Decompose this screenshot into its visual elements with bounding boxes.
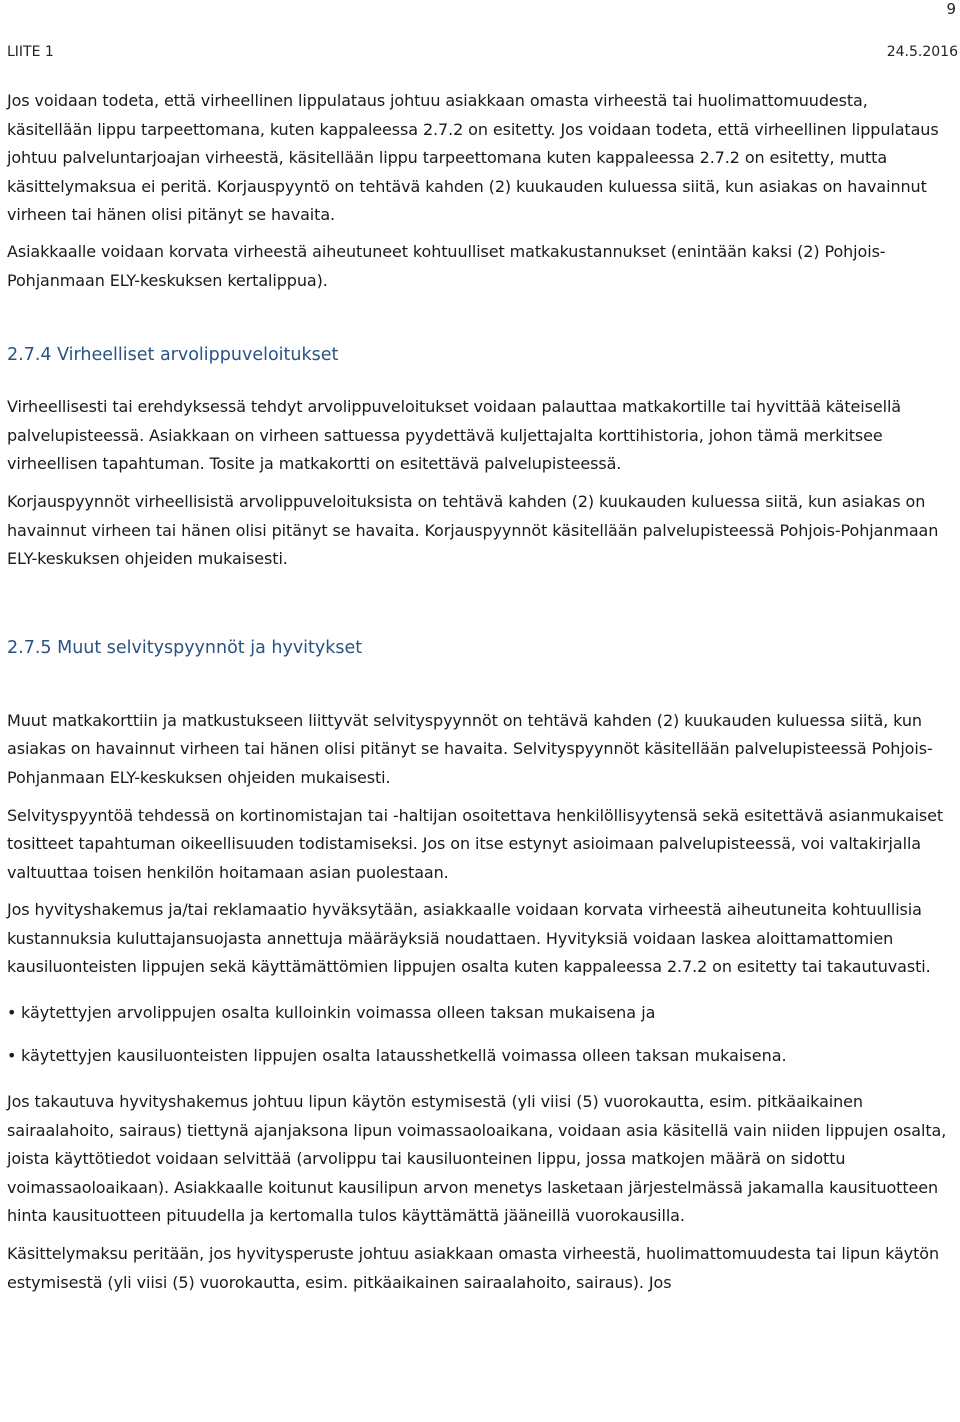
list-item bbox=[7, 1042, 955, 1070]
paragraph-correction-requests: Korjauspyynnöt virheellisistä arvolippuveloituksista on tehtävä kahden (2) kuukauden kuluessa siitä, kun asiakas on havainnut virheen tai hänen olisi pitänyt se havaita. Korjauspyynnöt käsitellään palvelupisteessä Pohjois-Pohjanmaan ELY-keskuksen ohjeiden mukaisesti. bbox=[7, 491, 939, 569]
compensation-list bbox=[7, 999, 955, 1070]
section-heading-2-7-4: 2.7.4 Virheelliset arvolippuveloitukset bbox=[7, 345, 339, 366]
paragraph-other-requests: Muut matkakorttiin ja matkustukseen liittyvät selvityspyynnöt on tehtävä kahden (2) kuukauden kuluessa siitä, kun asiakas on havainnut virheen tai hänen olisi pitänyt se havaita. Selvityspyynnöt käsitellään palvelupisteessä Pohjois-Pohjanmaan ELY-keskuksen ohjeiden mukaisesti. bbox=[7, 710, 933, 787]
list-item-text: käytettyjen kausiluonteisten lippujen osalta latausshetkellä voimassa olleen taksan mukaisena. bbox=[21, 1046, 787, 1066]
list-item-text: käytettyjen arvolippujen osalta kulloinkin voimassa olleen taksan mukaisena ja bbox=[21, 1003, 656, 1023]
header-appendix-label: LIITE 1 bbox=[7, 44, 54, 60]
page-number: 9 bbox=[946, 0, 956, 18]
paragraph-retroactive-claim: Jos takautuva hyvityshakemus johtuu lipun käytön estymisestä (yli viisi (5) vuorokautta, esim. pitkäaikainen sairaalahoito, sairaus) tiettynä ajanjaksona lipun voimassaoloaikana, voidaan asia käsitellä vain niiden lippujen osalta, joista käyttötiedot voidaan selvittää (arvolippu tai kausiluonteinen lippu, jossa matkojen määrä on sidottu voimassaoloaikaan). Asiakkaalle koitunut kausilipun arvon menetys lasketaan järjestelmässä jakamalla kausituotteen hinta kausituotteen pituudella ja kertomalla tulos käyttämättä jääneillä vuorokausilla. bbox=[7, 1092, 947, 1226]
page-header bbox=[7, 44, 958, 64]
paragraph-identity-requirements: Selvityspyyntöä tehdessä on kortinomistajan tai -haltijan osoitettava henkilöllisyytensä sekä esitettävä asianmukaiset tositteet tapahtuman oikeellisuuden todistamiseksi. Jos on itse estynyt asioimaan palvelupisteessä, voi valtakirjalla valtuuttaa toisen henkilön hoitamaan asian puolestaan. bbox=[7, 805, 944, 882]
paragraph-value-ticket-charges: Virheellisesti tai erehdyksessä tehdyt arvolippuveloitukset voidaan palauttaa matkakortille tai hyvittää käteisellä palvelupisteessä. Asiakkaan on virheen sattuessa pyydettävä kuljettajalta korttihistoria, johon tämä merkitsee virheellisen tapahtuman. Tosite ja matkakortti on esitettävä palvelupisteessä. bbox=[7, 397, 902, 474]
paragraph-travel-costs: Asiakkaalle voidaan korvata virheestä aiheutuneet kohtuulliset matkakustannukset (enintään kaksi (2) Pohjois-Pohjanmaan ELY-keskuksen kertalippua). bbox=[7, 241, 886, 290]
header-date: 24.5.2016 bbox=[886, 44, 958, 60]
paragraph-compensation: Jos hyvityshakemus ja/tai reklamaatio hyväksytään, asiakkaalle voidaan korvata virheestä aiheutuneita kohtuullisia kustannuksia kuluttajansuojasta annettuja määräyksiä noudattaen. Hyvityksiä voidaan laskea aloittamattomien kausiluonteisten lippujen sekä käyttämättömien lippujen osalta kuten kappaleessa 2.7.2 on esitetty tai takautuvasti. bbox=[7, 900, 931, 977]
section-heading-2-7-5: 2.7.5 Muut selvityspyynnöt ja hyvitykset bbox=[7, 637, 363, 658]
paragraph-handling-fee: Käsittelymaksu peritään, jos hyvitysperuste johtuu asiakkaan omasta virheestä, huolimattomuudesta tai lipun käytön estymisestä (yli viisi (5) vuorokautta, esim. pitkäaikainen sairaalahoito, sairaus). Jos bbox=[7, 1244, 939, 1292]
list-item bbox=[7, 999, 955, 1027]
document-body bbox=[7, 87, 955, 1297]
paragraph-incorrect-loading: Jos voidaan todeta, että virheellinen lippulataus johtuu asiakkaan omasta virheestä tai huolimattomuudesta, käsitellään lippu tarpeettomana, kuten kappaleessa 2.7.2 on esitetty. Jos voidaan todeta, että virheellinen lippulataus johtuu palveluntarjoajan virheestä, käsitellään lippu tarpeettomana kuten kappaleessa 2.7.2 on esitetty, mutta käsittelymaksua ei peritä. Korjauspyyntö on tehtävä kahden (2) kuukauden kuluessa siitä, kun asiakas on havainnut virheen tai hänen olisi pitänyt se havaita. bbox=[7, 91, 939, 225]
bullet-icon: • bbox=[7, 1003, 17, 1023]
bullet-icon: • bbox=[7, 1046, 17, 1066]
